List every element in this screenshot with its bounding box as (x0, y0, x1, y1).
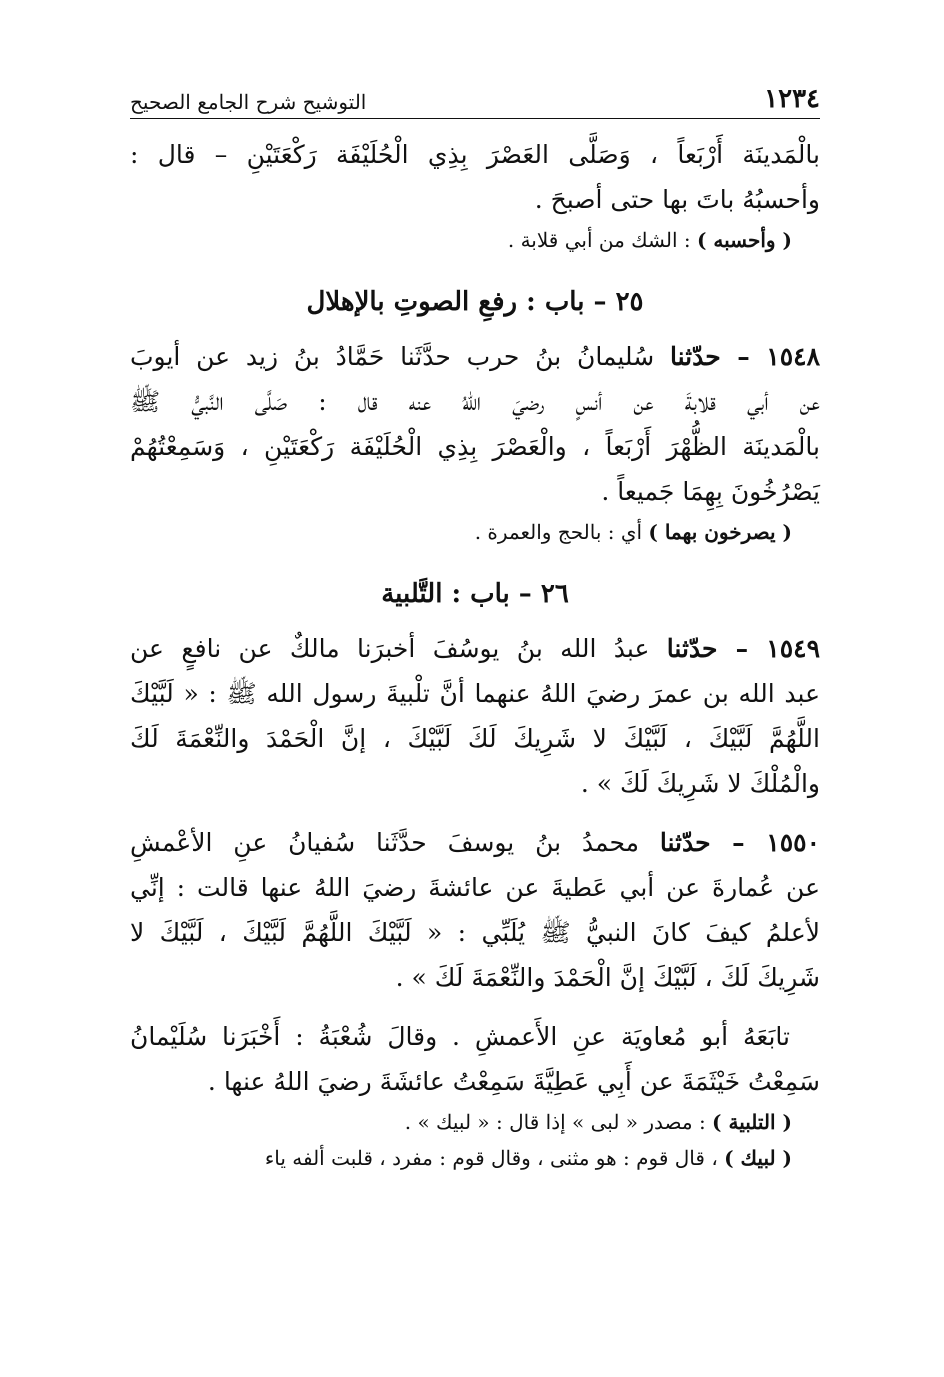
chapter-heading: ٢٥ – باب : رفعِ الصوتِ بالإهلال (306, 287, 644, 317)
text-line: عن عُمارةَ عن أبي عَطيةَ عن عائشةَ رضيَ اللهُ عنها قالت : إنِّي (130, 873, 820, 902)
note-term: ( لبيك ) (724, 1146, 792, 1170)
footnote-line (130, 1140, 820, 1176)
text-line: تابَعَهُ أبو مُعاويَة عنِ الأَعمشِ . وقالَ شُعْبَةُ : أَخْبَرَنا سُلَيْمانُ (130, 1022, 790, 1051)
text-line: عن أبي قلابةَ عن أنسٍ رضيَ اللهُ عنه قال : صَلَّى النَّبيُّ ﷺ (130, 387, 820, 416)
note-text: أي : بالحج والعمرة . (474, 520, 649, 544)
footnote-line (130, 514, 820, 550)
hadith-first-line (130, 334, 820, 379)
page-header (130, 78, 820, 119)
text-line: شَرِيكَ لَكَ ، لَبَّيْكَ إنَّ الْحَمْدَ والنِّعْمَةَ لَكَ » . (395, 963, 820, 992)
text-line: يَصْرُخُونَ بِهِمَا جَميعاً . (601, 477, 820, 506)
hadith-first-line (130, 820, 820, 865)
running-title: التوشيح شرح الجامع الصحيح (130, 90, 367, 114)
hadith-lead: ١٥٤٨ – حدّثنا (669, 342, 820, 371)
hadith-text: محمدُ بنُ يوسفَ حدَّثَنا سُفيانُ عنِ الأعْمشِ (130, 828, 660, 857)
hadith-lead: ١٥٤٩ – حدّثنا (666, 634, 820, 663)
page-number: ١٢٣٤ (764, 84, 820, 114)
note-term: ( التلبية ) (712, 1110, 792, 1134)
text-line: عبد الله بن عمرَ رضيَ اللهُ عنهما أنَّ تلْبيةَ رسول الله ﷺ : « لَبَّيْكَ (130, 679, 820, 708)
hadith-lead: ١٥٥٠ – حدّثنا (659, 828, 821, 857)
footnote-line (130, 1104, 820, 1140)
text-line: وأحسبُهُ باتَ بها حتى أصبحَ . (534, 185, 820, 214)
hadith-text: سُليمانُ بنُ حرب حدَّثَنا حَمَّادُ بنُ زيد عن أيوبَ (130, 342, 670, 371)
spacer (130, 806, 820, 820)
hadith-text: عبدُ الله بنُ يوسُفَ أخبرَنا مالكٌ عن نافعٍ عن (130, 634, 667, 663)
text-line: سَمِعْتُ خَيْثَمَةَ عن أَبِي عَطِيَّةَ سَمِعْتُ عائشَةَ رضيَ اللهُ عنها . (207, 1067, 820, 1096)
page-body (130, 132, 820, 1176)
text-line: بالْمَدينَة الظُّهْرَ أَرْبَعاً ، والْعَصْرَ بِذِي الْحُلَيْفَة رَكْعَتَيْنِ ، وَسَمِعْتُهُمْ (130, 432, 820, 461)
text-line: والْمُلْكَ لا شَرِيكَ لَكَ » . (580, 769, 820, 798)
note-text: : مصدر « لبى » إذا قال : « لبيك » . (404, 1110, 713, 1134)
text-line: بالْمَدينَة أَرْبَعاً ، وَصَلَّى العَصْرَ بِذِي الْحُلَيْفَة رَكْعَتَيْنِ – قال : (130, 140, 820, 169)
text-line: اللَّهُمَّ لَبَّيْكَ ، لَبَّيْكَ لا شَرِيكَ لَكَ لَبَّيْكَ ، إنَّ الْحَمْدَ والنِّعْمَةَ لَكَ (130, 724, 820, 753)
note-term: ( وأحسبه ) (696, 228, 792, 252)
note-term: ( يصرخون بهما ) (648, 520, 792, 544)
hadith-first-line (130, 626, 820, 671)
footnote-line (130, 222, 820, 258)
note-text: : الشك من أبي قلابة . (507, 228, 697, 252)
spacer (130, 1000, 820, 1014)
note-text: ، قال قوم : هو مثنى ، وقال قوم : مفرد ، قلبت ألفه ياء (264, 1146, 725, 1170)
chapter-heading: ٢٦ – باب : التَّلبية (381, 579, 569, 609)
text-line: لأعلمُ كيفَ كانَ النبيُّ ﷺ يُلَبِّي : « لَبَّيْكَ اللَّهُمَّ لَبَّيْكَ ، لَبَّيْكَ لا (130, 918, 820, 947)
